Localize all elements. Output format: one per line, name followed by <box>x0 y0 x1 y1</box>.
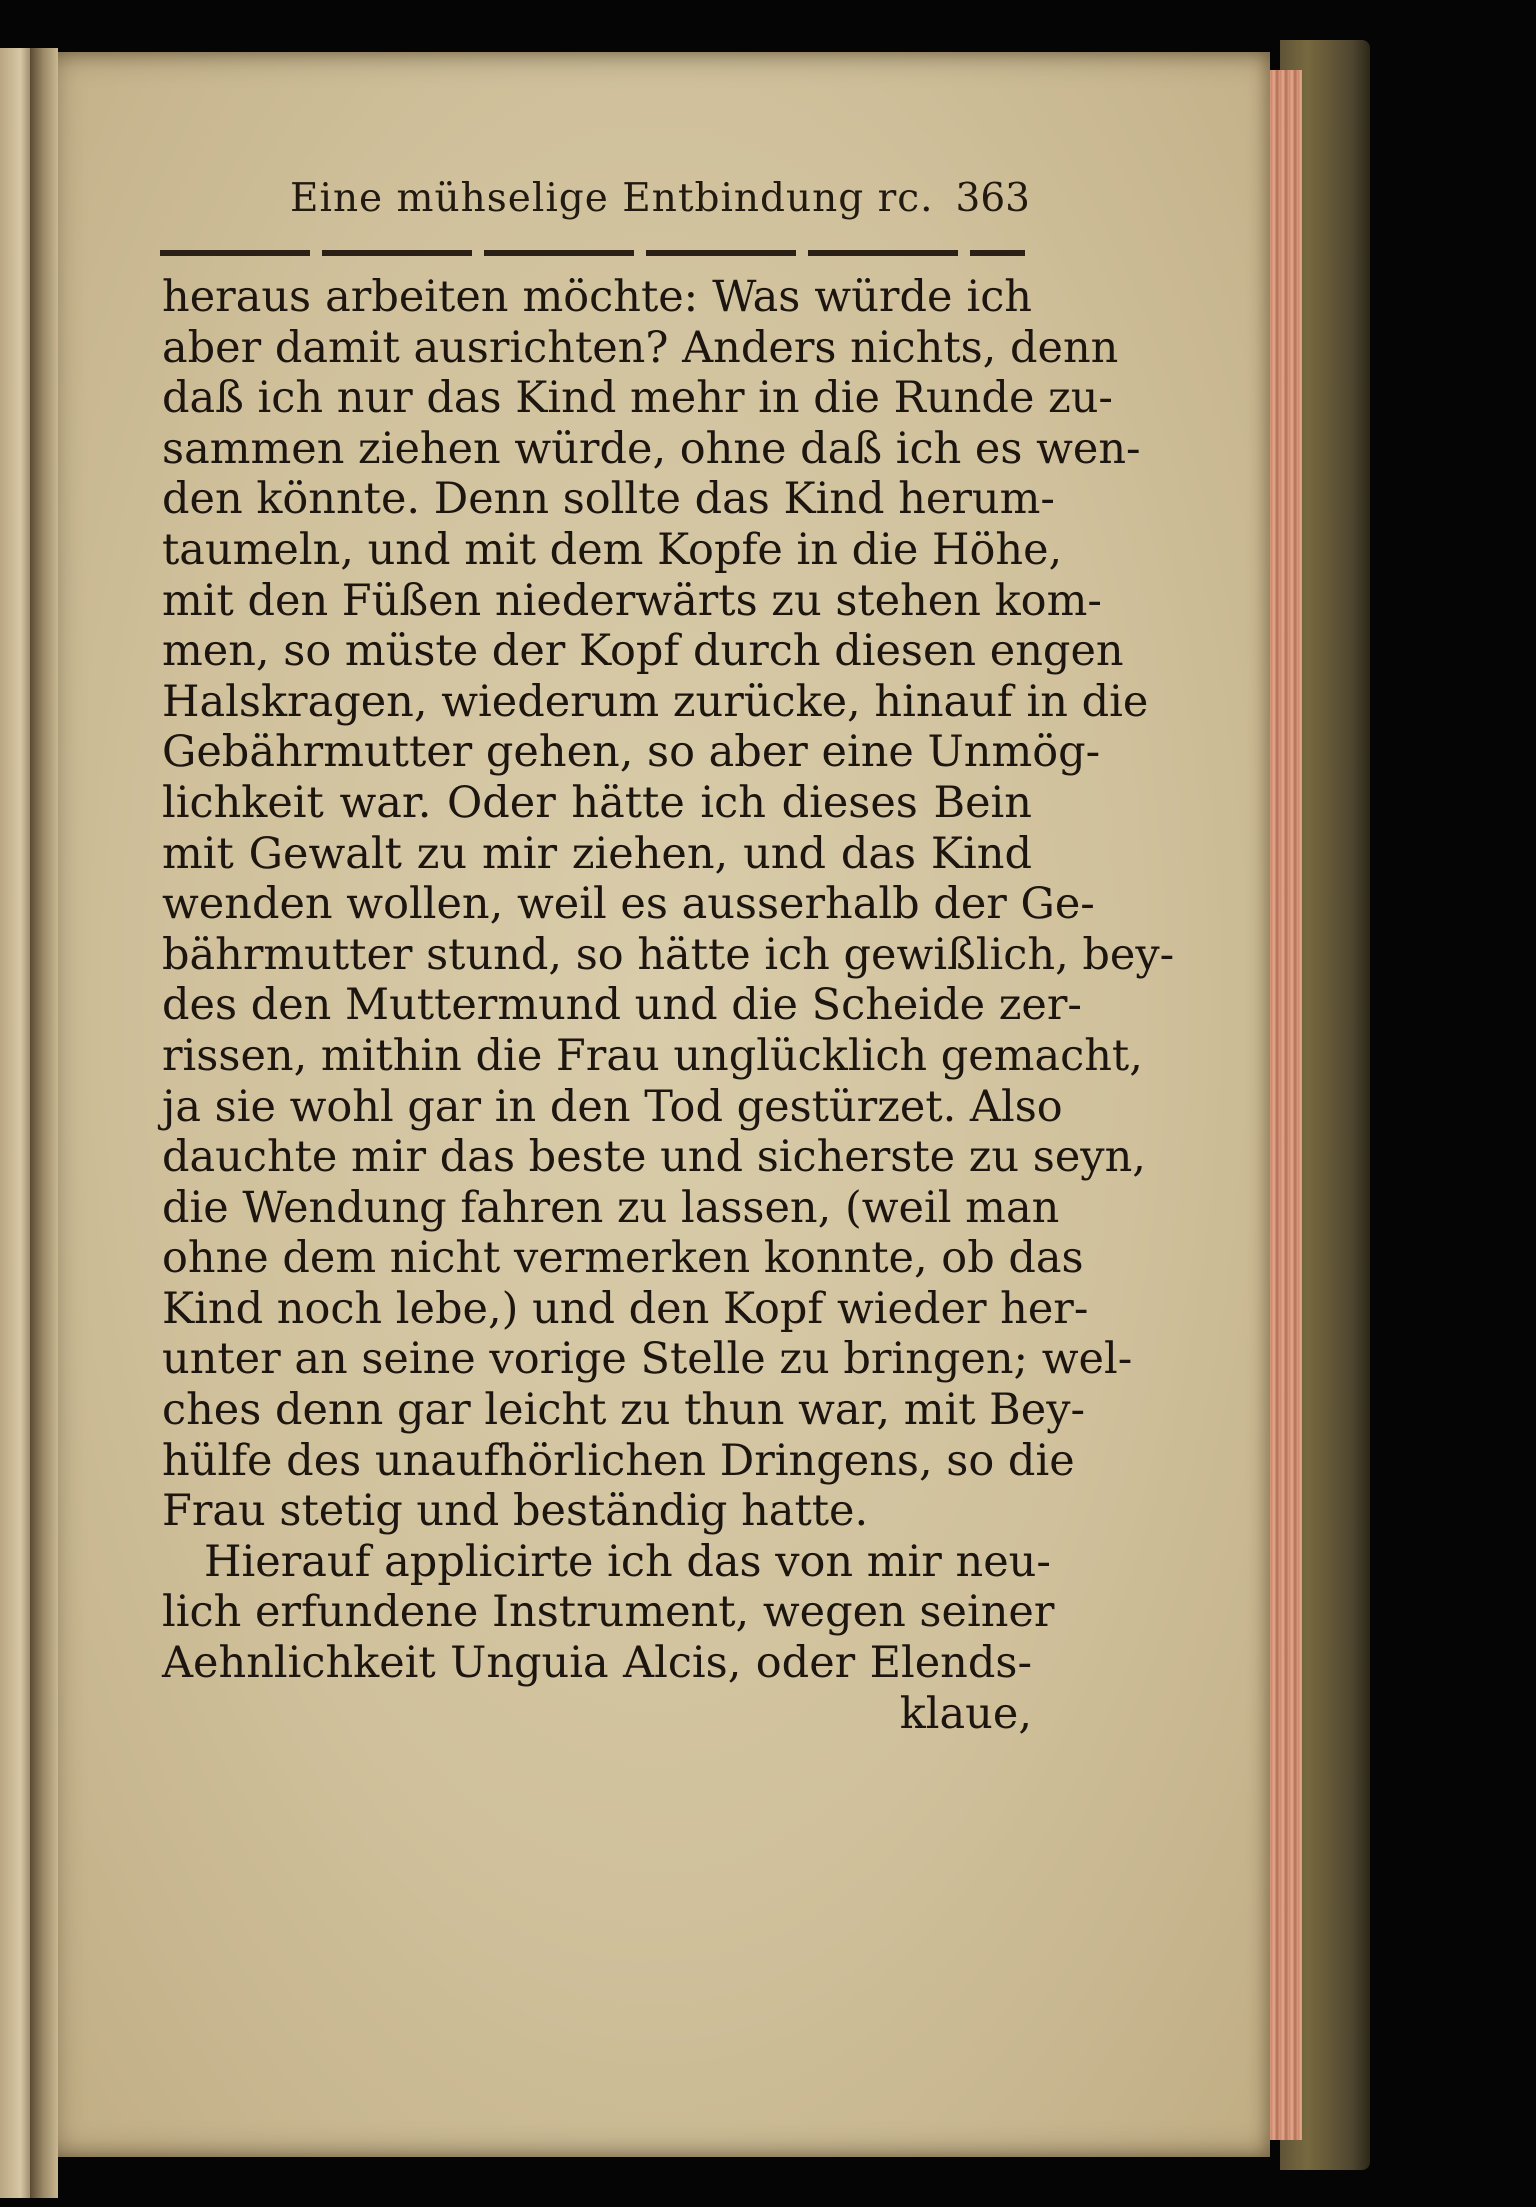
text-line: lichkeit war. Oder hätte ich dieses Bein <box>162 777 1032 828</box>
text-line: taumeln, und mit dem Kopfe in die Höhe, <box>162 524 1063 575</box>
text-line: aber damit ausrichten? Anders nichts, denn <box>162 322 1119 373</box>
text-line: Gebährmutter gehen, so aber eine Unmög- <box>162 727 1101 778</box>
text-line: daß ich nur das Kind mehr in die Runde zu- <box>162 373 1113 424</box>
text-line: unter an seine vorige Stelle zu bringen; wel- <box>162 1334 1133 1385</box>
text-line: sammen ziehen würde, ohne daß ich es wen- <box>162 423 1141 474</box>
paragraph-end-line: Frau stetig und beständig hatte. <box>162 1486 869 1537</box>
running-title: Eine mühselige Entbindung rc. <box>290 176 934 221</box>
book-gutter <box>30 48 58 2198</box>
text-line: Halskragen, wiederum zurücke, hinauf in die <box>162 676 1149 727</box>
text-line: lich erfundene Instrument, wegen seiner <box>162 1587 1055 1638</box>
text-line: ches denn gar leicht zu thun war, mit Bey- <box>162 1385 1086 1436</box>
text-line: wenden wollen, weil es ausserhalb der Ge- <box>162 879 1095 930</box>
page-number: 363 <box>955 176 1030 221</box>
paragraph-start-line: Hierauf applicirte ich das von mir neu- <box>204 1536 1051 1587</box>
text-line: mit Gewalt zu mir ziehen, und das Kind <box>162 828 1032 879</box>
text-line: bährmutter stund, so hätte ich gewißlich, bey- <box>162 929 1175 980</box>
body-text <box>162 272 1175 1739</box>
catchword: klaue, <box>899 1688 1032 1739</box>
text-line: dauchte mir das beste und sicherste zu seyn, <box>162 1132 1146 1183</box>
text-line: mit den Füßen niederwärts zu stehen kom- <box>162 575 1102 626</box>
text-line: men, so müste der Kopf durch diesen engen <box>162 626 1124 677</box>
text-line: ja sie wohl gar in den Tod gestürzet. Also <box>162 1081 1063 1132</box>
header-rule <box>160 250 1025 256</box>
text-line: den könnte. Denn sollte das Kind herum- <box>162 474 1055 525</box>
text-line: ohne dem nicht vermerken konnte, ob das <box>162 1233 1084 1284</box>
text-line: hülfe des unaufhörlichen Dringens, so die <box>162 1435 1075 1486</box>
text-line: Aehnlichkeit Unguia Alcis, oder Elends- <box>162 1638 1032 1689</box>
page-header <box>250 176 1030 236</box>
facing-page-edge <box>0 48 34 2198</box>
text-line: des den Muttermund und die Scheide zer- <box>162 980 1082 1031</box>
text-line: heraus arbeiten möchte: Was würde ich <box>162 272 1032 322</box>
text-line: die Wendung fahren zu lassen, (weil man <box>162 1182 1060 1233</box>
text-line: rissen, mithin die Frau unglücklich gemacht, <box>162 1030 1143 1081</box>
text-line: Kind noch lebe,) und den Kopf wieder her- <box>162 1283 1089 1334</box>
